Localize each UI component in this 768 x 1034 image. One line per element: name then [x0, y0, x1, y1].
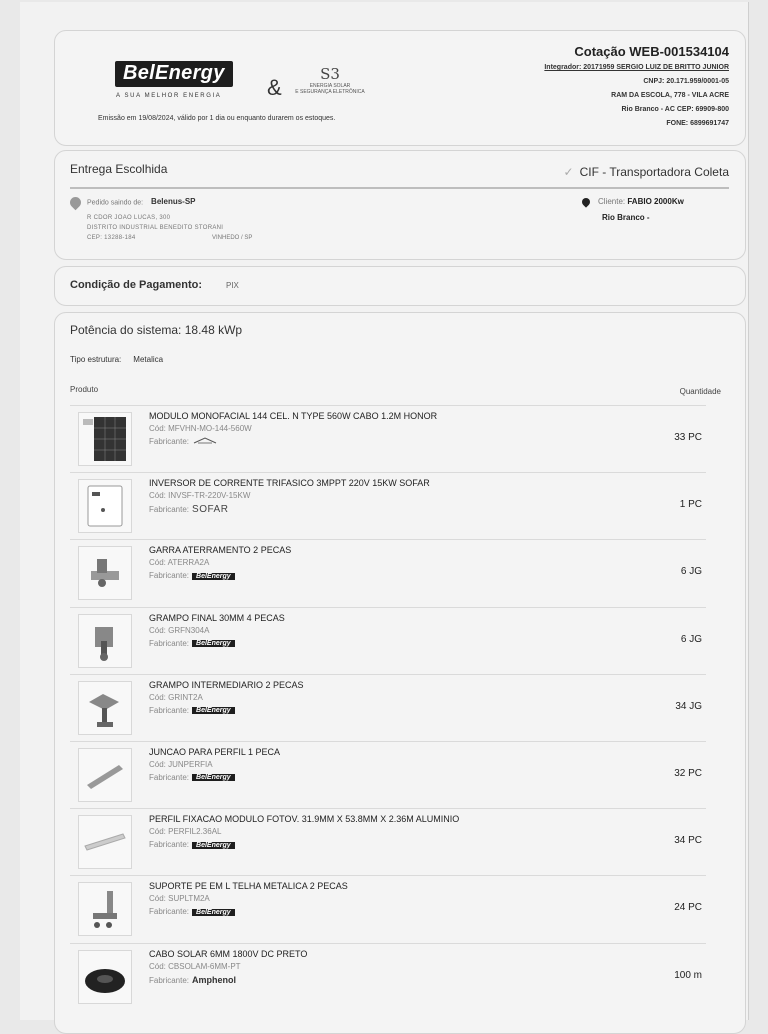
origin-cep: CEP: 13288-184 — [87, 235, 136, 241]
brand-tagline: A SUA MELHOR ENERGIA — [116, 93, 222, 99]
product-quantity: 34 PC — [674, 835, 702, 847]
manufacturer-logo: BelEnergy — [192, 707, 235, 714]
product-name: GRAMPO INTERMEDIARIO 2 PECAS — [149, 679, 304, 690]
manufacturer-label: Fabricante: — [149, 773, 190, 782]
product-row — [70, 875, 706, 943]
product-code: Cód: MFVHN-MO-144-560W — [149, 424, 252, 433]
product-manufacturer — [149, 840, 235, 849]
product-code: Cód: GRINT2A — [149, 692, 203, 702]
client-name: FABIO 2000Kw — [627, 197, 684, 206]
check-icon: ✓ — [563, 165, 574, 179]
product-manufacturer — [149, 773, 235, 782]
emission-note: Emissão em 19/08/2024, válido por 1 dia ou enquanto durarem os estoques. — [98, 115, 336, 122]
product-quantity: 34 JG — [675, 700, 702, 712]
product-manufacturer — [149, 907, 235, 916]
product-code: Cód: PERFIL2.36AL — [149, 827, 222, 837]
manufacturer-logo: BelEnergy — [192, 842, 235, 849]
products-card — [54, 312, 746, 1034]
product-image — [78, 882, 132, 936]
product-code: Cód: INVSF-TR-220V-15KW — [149, 491, 251, 501]
product-row — [70, 674, 706, 742]
product-code: Cód: SUPLTM2A — [149, 894, 210, 904]
product-image — [78, 815, 132, 869]
product-row — [70, 472, 706, 540]
product-row — [70, 741, 706, 809]
product-image — [78, 614, 132, 668]
product-image — [78, 412, 132, 466]
integrador-city: Rio Branco - AC CEP: 69909-800 — [621, 106, 729, 113]
product-manufacturer — [149, 504, 228, 515]
product-row — [70, 539, 706, 607]
manufacturer-label: Fabricante: — [149, 705, 190, 715]
product-quantity: 6 JG — [680, 633, 702, 645]
honor-solar-logo-icon — [192, 437, 218, 446]
cnpj: CNPJ: 20.171.959/0001-05 — [643, 78, 729, 85]
product-quantity: 100 m — [674, 969, 702, 981]
product-row — [70, 943, 706, 1011]
manufacturer-logo: BelEnergy — [192, 774, 235, 781]
product-row — [70, 607, 706, 675]
product-row — [70, 405, 706, 473]
manufacturer-label: Fabricante: — [149, 975, 190, 985]
origin-address-1: R CDOR JOAO LUCAS, 300 — [87, 215, 171, 221]
delivery-method — [564, 165, 729, 179]
client-city: Rio Branco - — [602, 213, 650, 222]
manufacturer-logo: BelEnergy — [192, 640, 235, 647]
partner-line-1: ENERGIA SOLAR — [309, 83, 351, 89]
structure-type — [70, 355, 163, 364]
manufacturer-label: Fabricante: — [149, 437, 190, 446]
manufacturer-label: Fabricante: — [149, 638, 190, 648]
divider — [70, 187, 729, 189]
product-code: Cód: CBSOLAM-6MM-PT — [149, 961, 241, 971]
product-quantity: 1 PC — [679, 499, 702, 511]
partner-line-2: E SEGURANÇA ELETRÔNICA — [295, 89, 365, 95]
partner-logo — [295, 65, 365, 95]
column-product: Produto — [70, 385, 99, 394]
product-image — [78, 479, 132, 533]
column-quantity: Quantidade — [679, 387, 721, 396]
delivery-title: Entrega Escolhida — [70, 162, 168, 176]
product-name: SUPORTE PE EM L TELHA METALICA 2 PECAS — [149, 881, 348, 892]
structure-type-label: Tipo estrutura: — [70, 355, 122, 364]
product-manufacturer — [149, 975, 236, 985]
product-quantity: 6 JG — [680, 566, 702, 578]
origin-address-2: DISTRITO INDUSTRIAL BENEDITO STORANI — [87, 225, 224, 231]
payment-card — [54, 266, 746, 306]
manufacturer-name: SOFAR — [192, 504, 229, 516]
origin-city: VINHEDO / SP — [212, 235, 253, 241]
product-manufacturer — [149, 706, 235, 715]
product-quantity: 24 PC — [674, 902, 702, 914]
manufacturer-name: Amphenol — [192, 974, 237, 985]
product-quantity: 32 PC — [674, 768, 702, 779]
origin — [70, 197, 196, 208]
product-manufacturer — [149, 639, 235, 648]
integrador-phone: FONE: 6899691747 — [666, 120, 729, 127]
quote-page — [20, 2, 749, 1020]
integrador-address: RAM DA ESCOLA, 778 - VILA ACRE — [611, 92, 729, 99]
manufacturer-label: Fabricante: — [149, 907, 190, 917]
manufacturer-logo: BelEnergy — [192, 909, 235, 916]
product-name: JUNCAO PARA PERFIL 1 PECA — [149, 747, 281, 757]
client-label: Cliente: — [598, 197, 626, 206]
system-power: Potência do sistema: 18.48 kWp — [70, 323, 243, 337]
product-manufacturer — [149, 571, 235, 580]
location-pin-icon — [68, 195, 84, 211]
manufacturer-label: Fabricante: — [149, 571, 190, 581]
product-image — [78, 748, 132, 802]
quote-info — [544, 44, 729, 131]
delivery-method-text: CIF - Transportadora Coleta — [579, 165, 729, 179]
manufacturer-label: Fabricante: — [149, 840, 190, 850]
payment-value: PIX — [226, 281, 239, 290]
payment-label: Condição de Pagamento: — [70, 279, 203, 291]
product-name: MODULO MONOFACIAL 144 CEL. N TYPE 560W CABO 1.2M HONOR — [149, 411, 438, 421]
product-name: GRAMPO FINAL 30MM 4 PECAS — [149, 612, 285, 623]
product-manufacturer — [149, 437, 218, 446]
origin-label: Pedido saindo de: — [87, 199, 144, 207]
product-code: Cód: JUNPERFIA — [149, 760, 213, 769]
ampersand: & — [267, 75, 282, 100]
product-image — [78, 546, 132, 600]
manufacturer-label: Fabricante: — [149, 505, 190, 515]
belenergy-logo: BelEnergy — [115, 61, 233, 87]
product-name: INVERSOR DE CORRENTE TRIFASICO 3MPPT 220V 15KW SOFAR — [149, 478, 430, 489]
product-row — [70, 808, 706, 876]
quote-title: Cotação WEB-001534104 — [574, 44, 729, 59]
partner-mark: S3 — [320, 65, 340, 83]
client — [582, 197, 684, 206]
origin-name: Belenus-SP — [151, 197, 196, 207]
header-card — [54, 30, 746, 146]
product-quantity: 33 PC — [674, 432, 702, 443]
integrador: Integrador: 20171959 SERGIO LUIZ DE BRITTO JUNIOR — [544, 64, 729, 71]
client-pin-icon — [580, 196, 591, 207]
structure-type-value: Metalica — [133, 355, 164, 364]
product-image — [78, 681, 132, 735]
product-image — [78, 950, 132, 1004]
manufacturer-logo: BelEnergy — [192, 573, 235, 580]
product-name: PERFIL FIXACAO MODULO FOTOV. 31.9MM X 53.8MM X 2.36M ALUMINIO — [149, 814, 460, 825]
product-code: Cód: GRFN304A — [149, 625, 210, 635]
product-name: GARRA ATERRAMENTO 2 PECAS — [149, 545, 292, 556]
product-name: CABO SOLAR 6MM 1800V DC PRETO — [149, 948, 308, 959]
delivery-card — [54, 150, 746, 260]
product-code: Cód: ATERRA2A — [149, 558, 210, 568]
